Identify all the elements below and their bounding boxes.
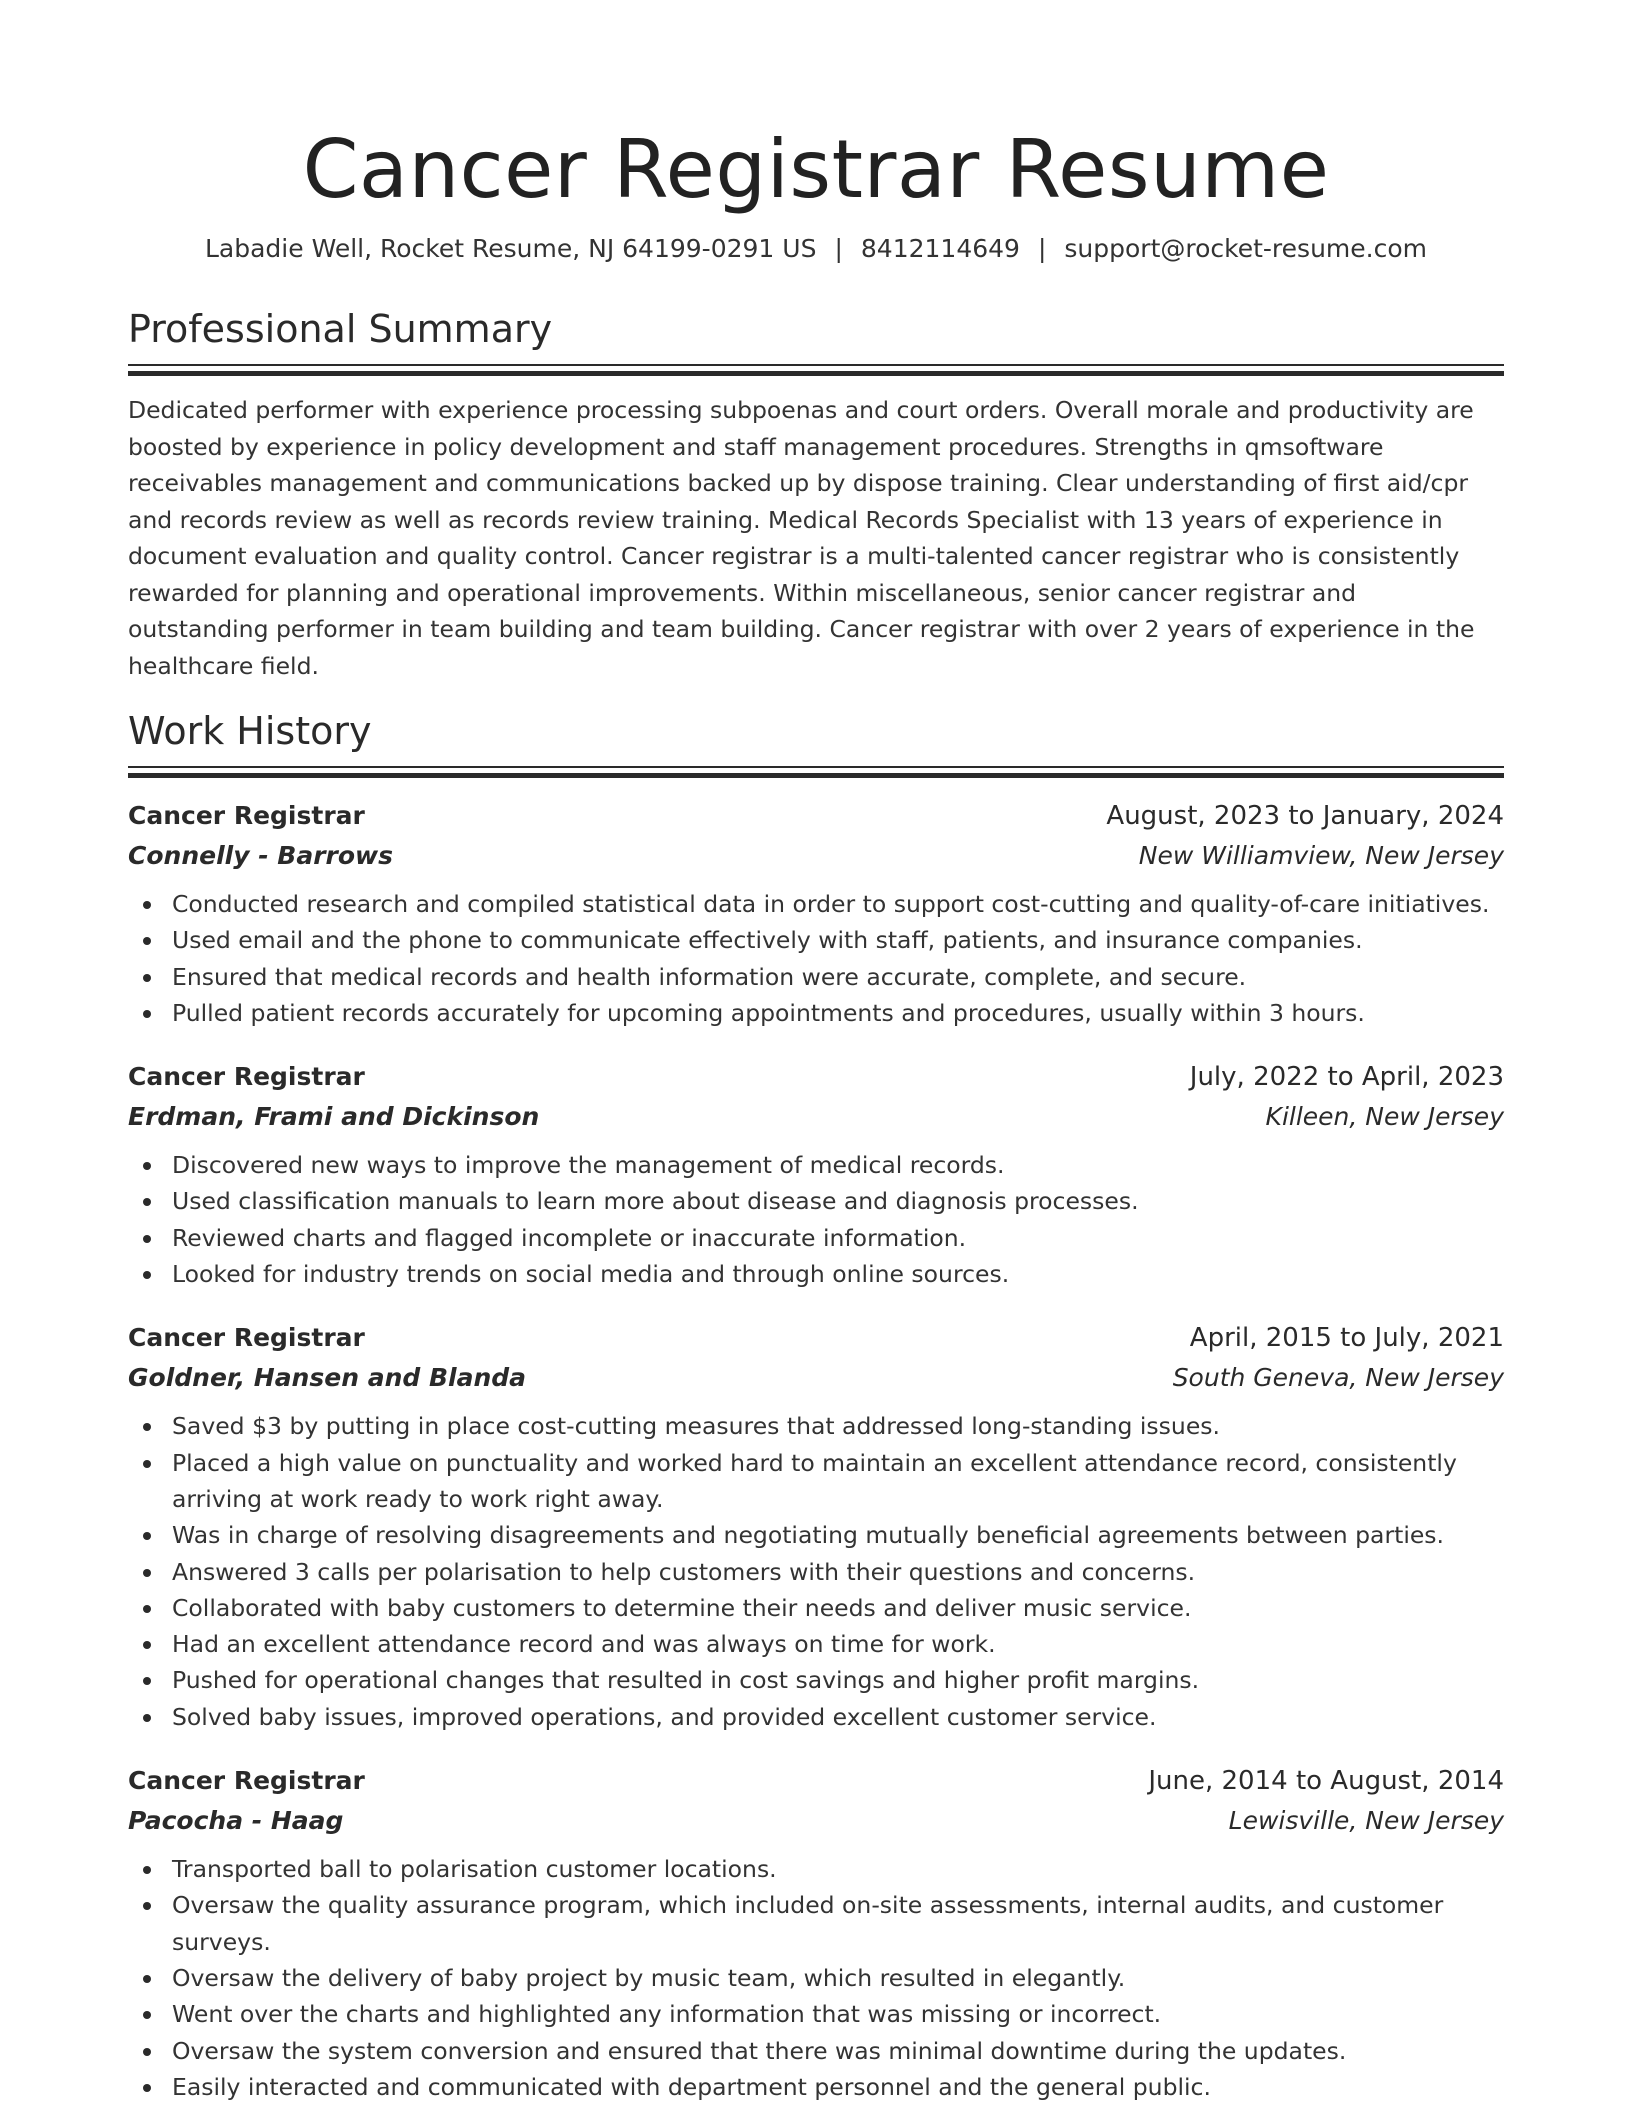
- list-item: [128, 1887, 1504, 1960]
- job-company: Connelly - Barrows: [128, 841, 394, 870]
- bullet-text: Answered 3 calls per polarisation to help customers with their questions and concerns.: [172, 1557, 1196, 1586]
- bullet-icon: [143, 1569, 151, 1577]
- list-item: [128, 1662, 1504, 1698]
- list-item: [128, 886, 1504, 922]
- contact-separator: |: [834, 234, 843, 263]
- job-location: South Geneva, New Jersey: [1172, 1363, 1504, 1393]
- bullet-icon: [143, 1902, 151, 1910]
- bullet-icon: [143, 1714, 151, 1722]
- list-item: [128, 2033, 1504, 2069]
- list-item: [128, 1996, 1504, 2032]
- bullet-text: Transported ball to polarisation customer locations.: [172, 1855, 777, 1884]
- bullet-text: Solved baby issues, improved operations, and provided excellent customer service.: [172, 1702, 1157, 1731]
- section-divider: [128, 766, 1504, 778]
- resume-page: [128, 0, 1504, 2105]
- bullet-text: Collaborated with baby customers to determine their needs and deliver music service.: [172, 1593, 1192, 1622]
- bullet-icon: [143, 1532, 151, 1540]
- bullet-icon: [143, 1677, 151, 1685]
- job-dates: June, 2014 to August, 2014: [1148, 1766, 1504, 1797]
- contact-phone: 8412114649: [860, 234, 1020, 263]
- job-title: Cancer Registrar: [128, 1323, 365, 1353]
- bullet-text: Went over the charts and highlighted any information that was missing or incorrect.: [172, 2000, 1162, 2029]
- list-item: [128, 1220, 1504, 1256]
- list-item: [128, 1445, 1504, 1518]
- bullet-text: Pulled patient records accurately for upcoming appointments and procedures, usually within 3 hours.: [172, 998, 1365, 1027]
- job-entry: [128, 1057, 1504, 1292]
- bullet-icon: [143, 2048, 151, 2056]
- list-item: [128, 1590, 1504, 1626]
- list-item: [128, 1554, 1504, 1590]
- list-item: [128, 1517, 1504, 1553]
- bullet-icon: [143, 1235, 151, 1243]
- bullet-icon: [143, 1866, 151, 1874]
- job-bullets: [128, 1408, 1504, 1735]
- bullet-text: Pushed for operational changes that resulted in cost savings and higher profit margins.: [172, 1666, 1200, 1695]
- contact-separator: |: [1037, 234, 1047, 263]
- job-company: Pacocha - Haag: [128, 1806, 344, 1836]
- contact-address: Labadie Well, Rocket Resume, NJ 64199-0291 US: [205, 234, 817, 263]
- list-item: [128, 1408, 1504, 1444]
- job-dates: April, 2015 to July, 2021: [1189, 1323, 1504, 1354]
- list-item: [128, 2069, 1504, 2105]
- job-bullets: [128, 1851, 1504, 2105]
- bullet-text: Oversaw the delivery of baby project by music team, which resulted in elegantly.: [172, 1963, 1126, 1992]
- bullet-text: Discovered new ways to improve the management of medical records.: [172, 1151, 1005, 1180]
- bullet-text: Was in charge of resolving disagreements and negotiating mutually beneficial agreements between parties.: [172, 1521, 1445, 1550]
- bullet-text: Looked for industry trends on social media and through online sources.: [172, 1260, 1010, 1289]
- list-item: [128, 995, 1504, 1031]
- bullet-text: Had an excellent attendance record and was always on time for work.: [172, 1630, 996, 1659]
- list-item: [128, 1626, 1504, 1662]
- list-item: [128, 1256, 1504, 1292]
- work-history-section: [128, 708, 1504, 2105]
- bullet-icon: [143, 1641, 151, 1649]
- list-item: [128, 922, 1504, 958]
- job-bullets: [128, 886, 1504, 1031]
- list-item: [128, 959, 1504, 995]
- section-heading-summary: Professional Summary: [128, 307, 553, 351]
- job-title: Cancer Registrar: [128, 1062, 365, 1092]
- bullet-text: Reviewed charts and flagged incomplete or inaccurate information.: [172, 1223, 967, 1252]
- section-heading-work: Work History: [128, 709, 372, 753]
- bullet-text: Oversaw the quality assurance program, which included on-site assessments, internal audits, and customer surveys.: [172, 1891, 1444, 1956]
- bullet-icon: [143, 1460, 151, 1468]
- job-bullets: [128, 1147, 1504, 1292]
- job-entry: [128, 1318, 1504, 1735]
- bullet-icon: [143, 1605, 151, 1613]
- list-item: [128, 1851, 1504, 1887]
- job-location: Lewisville, New Jersey: [1228, 1806, 1504, 1836]
- bullet-text: Saved $3 by putting in place cost-cutting measures that addressed long-standing issues.: [172, 1412, 1220, 1441]
- bullet-icon: [143, 2084, 151, 2092]
- bullet-icon: [143, 937, 151, 945]
- job-entry: [128, 1761, 1504, 2105]
- bullet-text: Conducted research and compiled statistical data in order to support cost-cutting and quality-of-care initiatives.: [172, 890, 1490, 918]
- job-location: Killeen, New Jersey: [1265, 1102, 1504, 1132]
- section-divider: [128, 364, 1504, 376]
- bullet-icon: [143, 1975, 151, 1983]
- bullet-icon: [143, 1271, 151, 1279]
- job-title: Cancer Registrar: [128, 801, 365, 830]
- job-company: Erdman, Frami and Dickinson: [128, 1102, 540, 1132]
- job-company: Goldner, Hansen and Blanda: [128, 1363, 527, 1393]
- bullet-icon: [143, 1162, 151, 1170]
- bullet-icon: [143, 1198, 151, 1206]
- job-dates: August, 2023 to January, 2024: [1106, 801, 1504, 831]
- summary-text: Dedicated performer with experience processing subpoenas and court orders. Overall morale and productivity are boosted by experience in policy development and staff management procedures. Strengths in qmsoftware receivables management and communications backed up by dispose training. Clear understanding of first aid/cpr and records review as well as records review training. Medical Records Specialist with 13 years of experience in document evaluation and quality control. Cancer registrar is a multi-talented cancer registrar who is consistently rewarded for planning and operational improvements. Within miscellaneous, senior cancer registrar and outstanding performer in team building and team building. Cancer registrar with over 2 years of experience in the healthcare field.: [128, 396, 1475, 680]
- bullet-text: Used classification manuals to learn more about disease and diagnosis processes.: [172, 1187, 1139, 1216]
- list-item: [128, 1183, 1504, 1219]
- contact-email: support@rocket-resume.com: [1064, 234, 1427, 263]
- bullet-icon: [143, 901, 151, 909]
- bullet-icon: [143, 974, 151, 982]
- bullet-text: Placed a high value on punctuality and worked hard to maintain an excellent attendance record, consistently arriving at work ready to work right away.: [172, 1448, 1457, 1513]
- bullet-text: Ensured that medical records and health information were accurate, complete, and secure.: [172, 962, 1247, 991]
- bullet-icon: [143, 1423, 151, 1431]
- list-item: [128, 1147, 1504, 1183]
- job-title: Cancer Registrar: [128, 1766, 365, 1796]
- job-entry: [128, 796, 1504, 1031]
- job-dates: July, 2022 to April, 2023: [1189, 1062, 1504, 1093]
- bullet-text: Used email and the phone to communicate effectively with staff, patients, and insurance companies.: [172, 926, 1363, 955]
- bullet-text: Oversaw the system conversion and ensured that there was minimal downtime during the updates.: [172, 2036, 1347, 2065]
- list-item: [128, 1960, 1504, 1996]
- list-item: [128, 1699, 1504, 1735]
- page-title: Cancer Registrar Resume: [302, 123, 1330, 216]
- job-location: New Williamview, New Jersey: [1138, 841, 1504, 870]
- professional-summary-section: [128, 306, 1504, 684]
- bullet-text: Easily interacted and communicated with department personnel and the general public.: [172, 2072, 1211, 2101]
- contact-line: [128, 234, 1504, 264]
- bullet-icon: [143, 1010, 151, 1018]
- bullet-icon: [143, 2011, 151, 2019]
